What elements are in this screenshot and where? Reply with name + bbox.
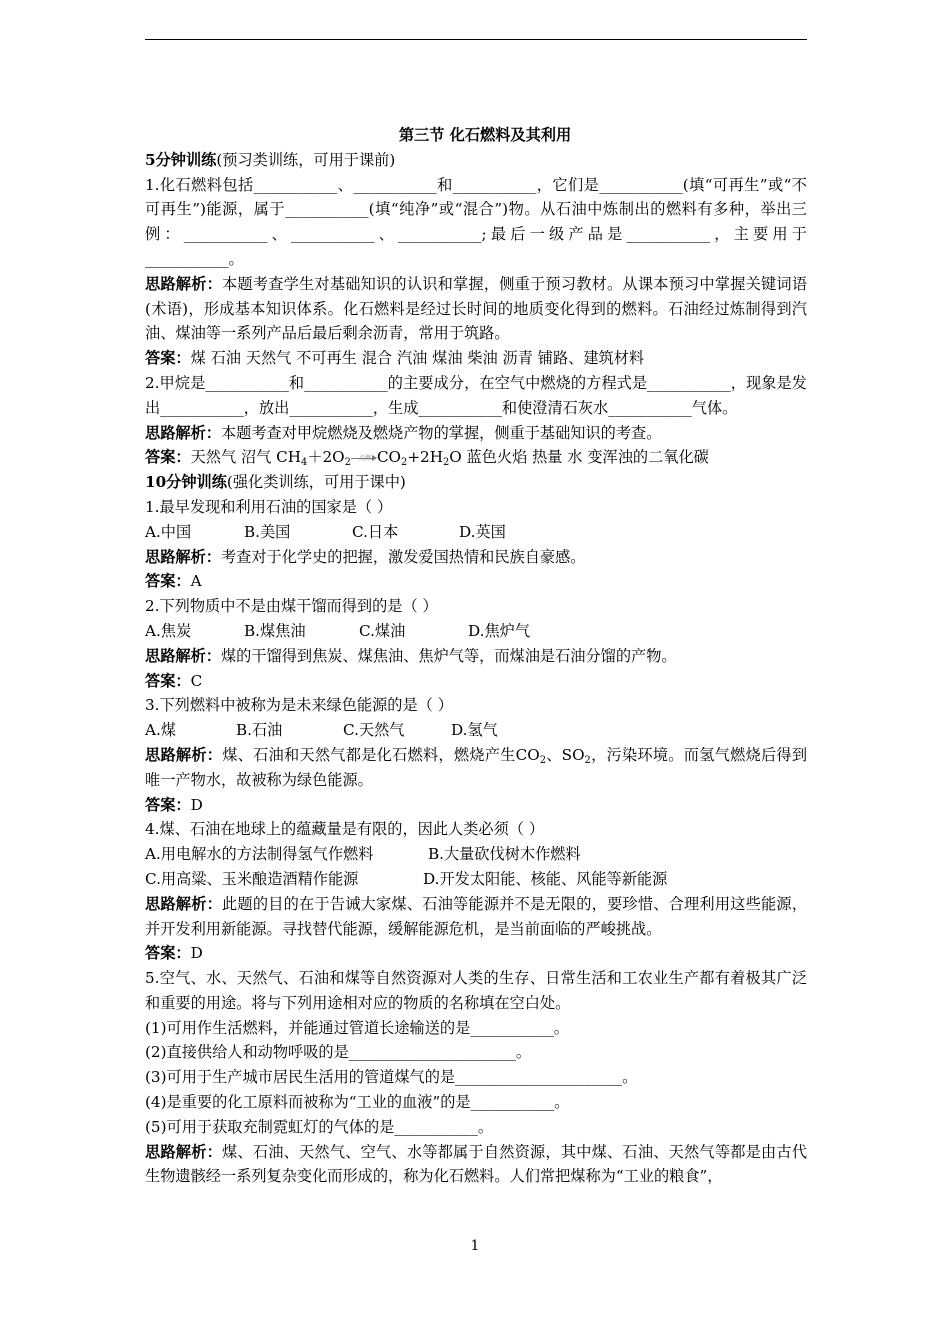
- question-b4: 4.煤、石油在地球上的蕴藏量是有限的，因此人类必须（ ）: [145, 820, 545, 839]
- page-title: 第三节 化石燃料及其利用: [398, 126, 572, 144]
- answer-b3: 答案：D: [145, 795, 203, 814]
- question-b3: 3.下列燃料中被称为是未来绿色能源的是（ ）: [145, 696, 453, 715]
- page-number: 1: [470, 1238, 480, 1254]
- question-b1: 1.最早发现和利用石油的国家是（ ）: [145, 497, 393, 516]
- b5-item-5: (5)可用于获取充制霓虹灯的气体的是___________。: [145, 1117, 494, 1136]
- analysis-b1: 思路解析：考查对于化学史的把握，激发爱国热情和民族自豪感。: [145, 547, 586, 566]
- b5-item-1: (1)可用作生活燃料，并能通过管道长途输送的是___________。: [145, 1018, 569, 1037]
- analysis-2: 思路解析：本题考查对甲烷燃烧及燃烧产物的掌握，侧重于基础知识的考查。: [145, 423, 662, 442]
- analysis-b2: 思路解析：煤的干馏得到焦炭、煤焦油、焦炉气等，而煤油是石油分馏的产物。: [145, 646, 677, 665]
- question-2: 2.甲烷是___________和___________的主要成分，在空气中燃烧的方程式是___________，现象是发出___________，放出___________，生成___________和使澄清石灰水___________气体。: [145, 373, 807, 417]
- reaction-arrow-icon: 点燃: [351, 453, 377, 463]
- answer-b2: 答案：C: [145, 671, 203, 690]
- b5-item-2: (2)直接供给人和动物呼吸的是______________________。: [145, 1043, 532, 1062]
- document-body: [145, 123, 807, 1189]
- analysis-b3: 思路解析：煤、石油和天然气都是化石燃料，燃烧产生$CO_2$、$SO_2$，污染环境。而氢气燃烧后得到唯一产物水，故被称为绿色能源。: [145, 745, 808, 789]
- question-1: 1.化石燃料包括___________、___________和___________，它们是___________(填“可再生”或“不可再生”)能源，属于___________(填“纯净”或“混合”)物。从石油中炼制出的燃料有多种，举出三例：___________、___________、___________;最后一级产品是___________，主要用于___________。: [145, 175, 807, 268]
- b5-item-4: (4)是重要的化工原料而被称为“工业的血液”的是___________。: [145, 1093, 570, 1112]
- answer-b4: 答案：D: [145, 944, 203, 963]
- options-b3: A.煤 B.石油 C.天然气 D.氢气: [145, 721, 498, 740]
- answer-1: 答案：煤 石油 天然气 不可再生 混合 汽油 煤油 柴油 沥青 铺路、建筑材料: [145, 349, 645, 368]
- answer-2: 答案：天然气 沼气 $CH_4+2O_2$ 点燃 $CO_2+2H_2O$ 蓝色火焰 热量 水 变浑浊的二氧化碳: [145, 448, 709, 469]
- options-b1: A.中国 B.美国 C.日本 D.英国: [145, 522, 506, 541]
- analysis-1: 思路解析：本题考查学生对基础知识的认识和掌握，侧重于预习教材。从课本预习中掌握关键词语(术语)，形成基本知识体系。化石燃料是经过长时间的地质变化得到的燃料。石油经过炼制得到汽油、煤油等一系列产品后最后剩余沥青，常用于筑路。: [145, 274, 808, 343]
- section-heading-5min: 5分钟训练(预习类训练，可用于课前): [145, 150, 396, 169]
- header-rule: [145, 39, 807, 40]
- question-b2: 2.下列物质中不是由煤干馏而得到的是（ ）: [145, 597, 438, 616]
- options-b2: A.焦炭 B.煤焦油 C.煤油 D.焦炉气: [145, 621, 531, 640]
- section-heading-10min: 10分钟训练(强化类训练，可用于课中): [145, 473, 406, 492]
- answer-b1: 答案：A: [145, 572, 202, 591]
- analysis-b5: 思路解析：煤、石油、天然气、空气、水等都属于自然资源，其中煤、石油、天然气等都是由古代生物遗骸经一系列复杂变化而形成的，称为化石燃料。人们常把煤称为“工业的粮食”，: [145, 1142, 808, 1186]
- b5-item-3: (3)可用于生产城市居民生活用的管道煤气的是______________________。: [145, 1068, 638, 1087]
- options-b4-row1: A.用电解水的方法制得氢气作燃料 B.大量砍伐树木作燃料: [145, 845, 581, 864]
- analysis-b4: 思路解析：此题的目的在于告诫大家煤、石油等能源并不是无限的，要珍惜、合理利用这些能源，并开发利用新能源。寻找替代能源，缓解能源危机，是当前面临的严峻挑战。: [145, 894, 808, 938]
- options-b4-row2: C.用高粱、玉米酿造酒精作能源 D.开发太阳能、核能、风能等新能源: [145, 869, 668, 888]
- question-b5: 5.空气、水、天然气、石油和煤等自然资源对人类的生存、日常生活和工农业生产都有着极其广泛和重要的用途。将与下列用途相对应的物质的名称填在空白处。: [145, 969, 807, 1012]
